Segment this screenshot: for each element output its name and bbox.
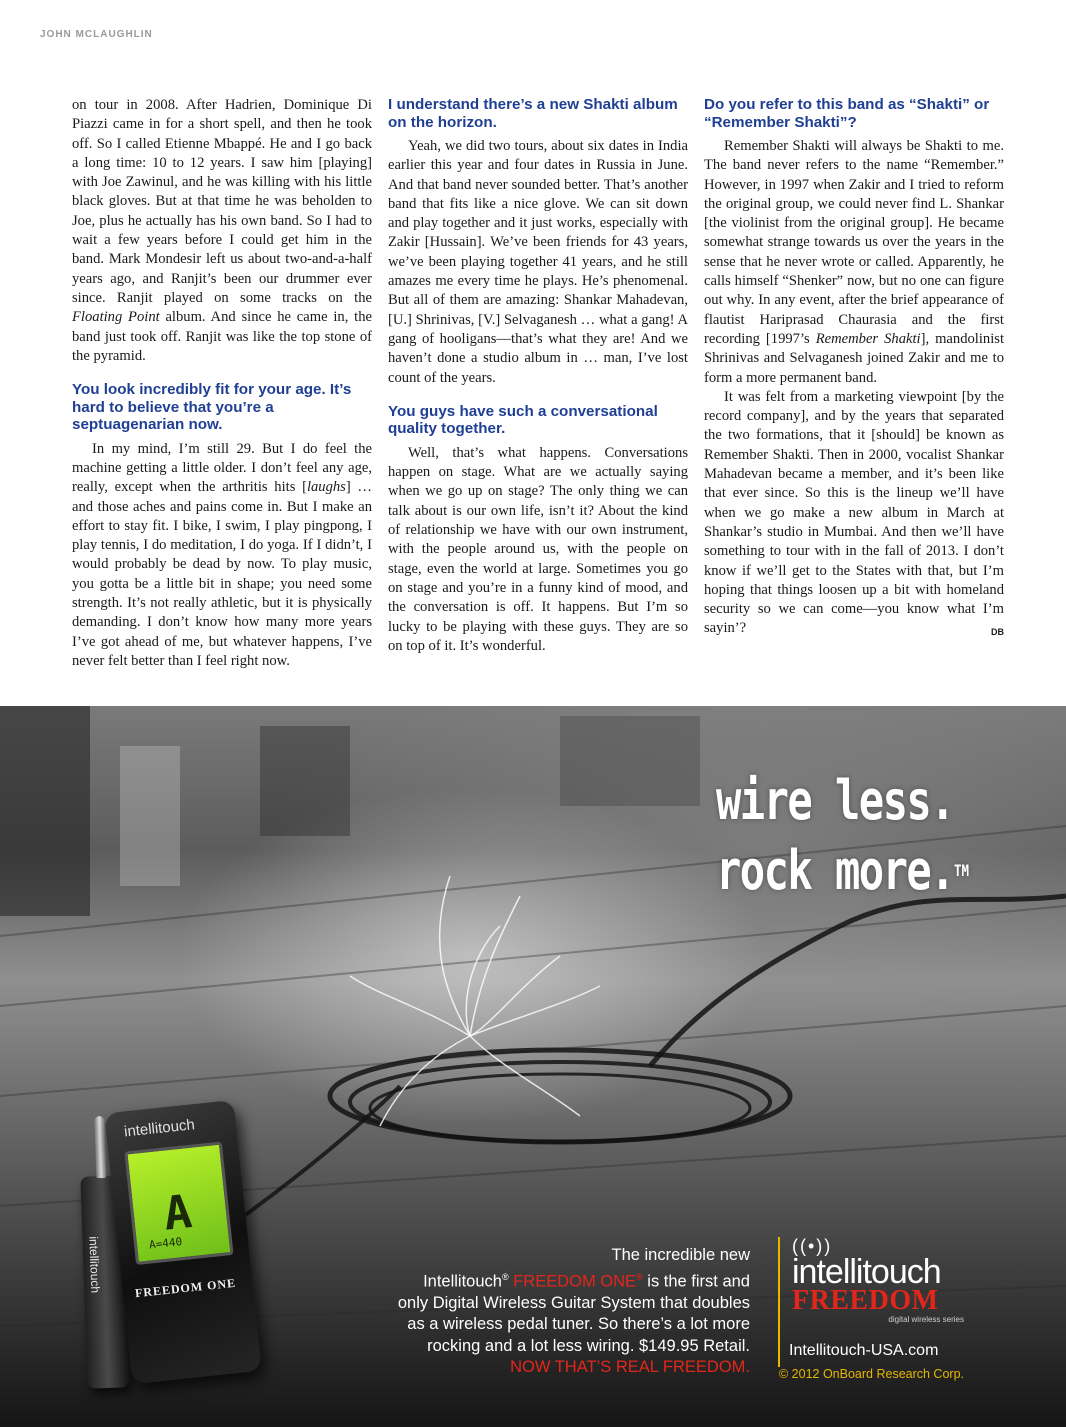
- paragraph: Yeah, we did two tours, about six dates in India earlier this year and four dates in Russia in June. And that band never sounded better. That’s another band that fits like a nice glove. We can sit down and play together and it just works, especially with Zakir [Hussain]. We’ve been friends for 43 years, we’ve been playing together 41 years, and he still amazes me every time he plays. He’s phenomenal. But all of them are amazing: Shankar Mahadevan, [U.] Shrinivas, [V.] Selvaganesh … what a gang! A gang of hooligans—that’s what they are! And we haven’t done a studio album in … man, I’ve lost count of the years.: [388, 138, 688, 386]
- paragraph: It was felt from a marketing viewpoint [by the record company], and by the years that separated the two formations, that it [should] be known as Remember Shakti. Then in 2000, vocalist Shankar Mahadevan became a member, and it’s been like that ever since. So this is the lineup we’ll have when we go make a new album in March at Shankar’s studio in Mumbai. And then we’ll have something to tour with in the fall of 2013. I don’t know if we’ll get to the States with that, but I’m hoping that things loosen up a bit with homeland security so we can come—you know what I’m sayin’? DB: [704, 388, 1004, 639]
- advertisement: [0, 706, 1066, 1427]
- article-column-1: [72, 96, 372, 671]
- interview-question: I understand there’s a new Shakti album on the horizon.: [388, 96, 678, 131]
- ad-body-copy: The incredible new Intellitouch® FREEDOM ONE® is the first and only Digital Wireless Guitar System that doubles as a wireless pedal tuner. So there’s a lot more rocking and a lot less wiring. $149.95 Retail. NOW THAT’S REAL FREEDOM.: [397, 1246, 750, 1376]
- copyright-notice: © 2012 OnBoard Research Corp.: [779, 1367, 965, 1381]
- paragraph: Remember Shakti will always be Shakti to me. The band never refers to the name “Remember.” However, in 1997 when Zakir and I tried to reform the original group, we could never find L. Shankar [the violinist from the original group]. He became somewhat strange towards us over the years in the sense that he never wrote or called. Apparently, he calls himself “Shenker” now, but no one can figure out why. In any event, after the brief appearance of flautist Hariprasad Chaurasia and the first recording [1997’s Remember Shakti], mandolinist Shrinivas and Selvaganesh joined Zakir and me to form a more permanent band.: [704, 138, 1004, 386]
- tuner-receiver-device: intellitouch A A=440 FREEDOM ONE: [104, 1100, 262, 1384]
- ad-divider: [778, 1237, 780, 1367]
- brand-logo: ((•)) intellitouch FREEDOM digital wireless series: [792, 1236, 992, 1324]
- interview-question: You guys have such a conversational quality together.: [388, 402, 658, 438]
- ad-tagline: wire less. rock more.™: [716, 769, 970, 902]
- paragraph: Well, that’s what happens. Conversations happen on stage. What are we actually saying when we go up on stage? The only thing we can talk about is our own life, isn’t it? About the kind of relationship we have with our own instrument, with the people around us, with the people on stage, even the world at large. Sometimes you go on stage and you’re in a funny kind of mood, and the conversation is off. It happens. But I’m so lucky to be playing with these guys. They are so on top of it. It’s wonderful.: [388, 444, 688, 654]
- article-column-3: [704, 96, 1004, 643]
- wireless-signal-icon: ((•)): [792, 1236, 833, 1256]
- interview-question: You look incredibly fit for your age. It’s hard to believe that you’re a septuagenarian now.: [72, 381, 352, 434]
- running-head: JOHN MCLAUGHLIN: [40, 29, 153, 40]
- paragraph: In my mind, I’m still 29. But I do feel the machine getting a little older. I don’t feel any age, really, except when the arthritis hits [laughs] … and those aches and pains come in. But I make an effort to stay fit. I bike, I swim, I play pingpong, I play tennis, I do meditation, I do yoga. If I didn’t, I would probably be dead by now. To play music, you gotta be a little bit in shape; you need some strength. It’s not really athletic, but it is physically demanding. I don’t know how many more years I’ve got ahead of me, but whatever happens, I’ve never felt better than I feel right now.: [72, 440, 373, 669]
- signoff-mark: DB: [991, 627, 1004, 638]
- website-link[interactable]: Intellitouch-USA.com: [789, 1342, 939, 1359]
- tuner-screen: A A=440: [124, 1141, 233, 1265]
- interview-question: Do you refer to this band as “Shakti” or “Remember Shakti”?: [704, 96, 990, 131]
- paragraph: on tour in 2008. After Hadrien, Dominique Di Piazzi came in for a short spell, and then he took off. So I called Etienne Mbappé. He and I go back a long time: 10 to 12 years. I saw him [playing] with Joe Zawinul, and he was killing with his little black gloves. But at that time he was beholden to Joe, plus he actually has his own band. So I had to wait a few years before I could get him in the band. Mark Mondesir left us about two-and-a-half years ago, and Ranjit’s been our drummer ever since. Ranjit played on some tracks on the Floating Point album. And since he came in, the band just took off. Ranjit was like the top stone of the pyramid.: [72, 97, 372, 364]
- wireless-plug-transmitter: intellitouch: [80, 1175, 129, 1388]
- article-column-2: [388, 96, 688, 656]
